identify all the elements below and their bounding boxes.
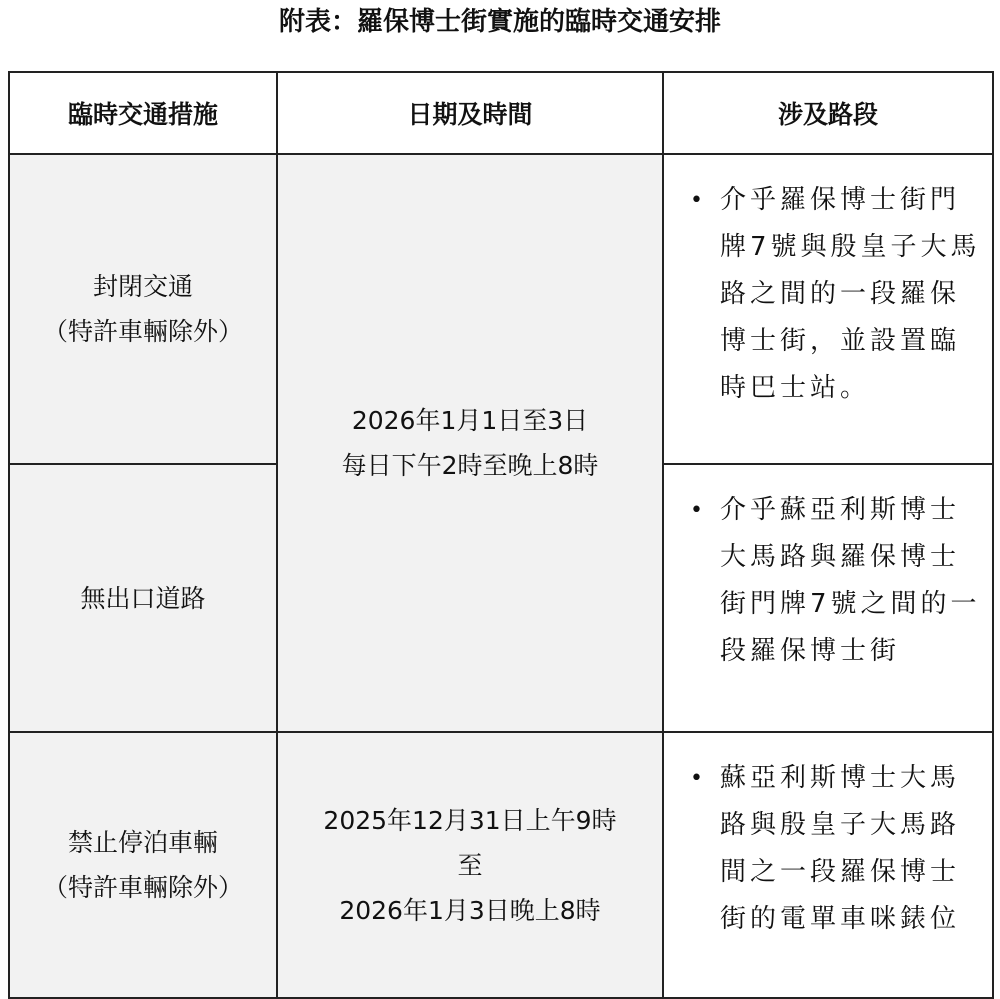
measure-cell (9, 464, 277, 732)
road-line: 街門牌7號之間的一 (720, 589, 981, 619)
measure-text: 禁止停泊車輛 (67, 828, 218, 857)
bullet-icon: • (690, 766, 703, 791)
road-line: 大馬路與羅保博士 (720, 542, 961, 572)
bullet-icon: • (690, 188, 703, 213)
table-row (9, 154, 993, 464)
datetime-line: 2026年1月1日至3日 (351, 406, 589, 435)
road-line: 間之一段羅保博士 (720, 857, 961, 887)
bullet-icon: • (690, 498, 703, 523)
page-title: 附表：羅保博士街實施的臨時交通安排 (278, 7, 721, 37)
road-line: 街的電單車咪錶位 (720, 904, 961, 934)
datetime-line: 2025年12月31日上午9時 (323, 805, 617, 835)
datetime-cell (277, 732, 663, 998)
measure-cell (9, 732, 277, 998)
measure-note: （特許車輛除外） (42, 317, 243, 346)
measure-text: 無出口道路 (80, 583, 206, 613)
traffic-arrangement-table (8, 71, 994, 999)
measure-text: 封閉交通 (92, 272, 193, 301)
road-line: 路與殷皇子大馬路 (720, 810, 961, 840)
road-line: 段羅保博士街 (720, 636, 901, 666)
road-line: 時巴士站。 (720, 373, 871, 403)
road-line: 介乎蘇亞利斯博士 (720, 495, 961, 525)
road-line: 博士街，並設置臨 (720, 326, 961, 356)
road-line: 介乎羅保博士街門 (720, 185, 961, 215)
header-datetime: 日期及時間 (277, 72, 663, 154)
road-line: 路之間的一段羅保 (720, 279, 961, 309)
table-row (9, 732, 993, 998)
road-line: 蘇亞利斯博士大馬 (720, 763, 961, 793)
road-section-cell (663, 464, 993, 732)
road-section-cell (663, 732, 993, 998)
datetime-line: 2026年1月3日晚上8時 (339, 895, 601, 925)
header-road-section: 涉及路段 (663, 72, 993, 154)
road-line: 牌7號與殷皇子大馬 (720, 232, 981, 262)
datetime-line: 至 (457, 850, 483, 880)
measure-cell (9, 154, 277, 464)
measure-note: （特許車輛除外） (42, 873, 243, 902)
header-measure: 臨時交通措施 (9, 72, 277, 154)
road-section-cell (663, 154, 993, 464)
datetime-cell (277, 154, 663, 732)
table-header-row (9, 72, 993, 154)
datetime-line: 每日下午2時至晚上8時 (341, 451, 599, 480)
